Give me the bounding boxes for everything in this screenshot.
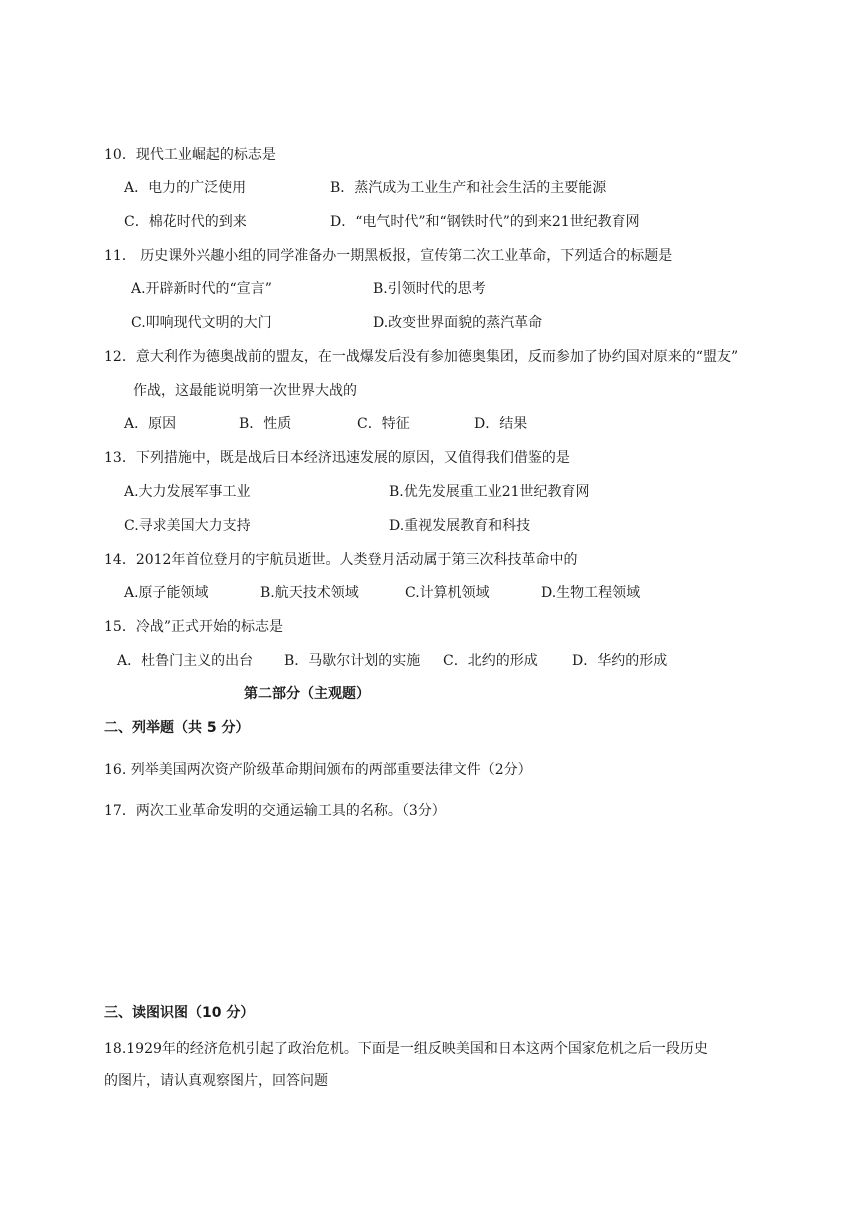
question-12-option-b: B．性质 bbox=[239, 416, 292, 432]
question-17: 17．两次工业革命发明的交通运输工具的名称。（3分） bbox=[104, 803, 446, 819]
question-15-option-b: B．马歇尔计划的实施 bbox=[284, 653, 421, 669]
question-12-stem: 12．意大利作为德奥战前的盟友，在一战爆发后没有参加德奥集团，反而参加了协约国对原来的“盟友” bbox=[104, 349, 739, 365]
question-13-stem: 13．下列措施中，既是战后日本经济迅速发展的原因，又值得我们借鉴的是 bbox=[104, 450, 570, 466]
question-12-option-d: D．结果 bbox=[474, 416, 528, 432]
question-10-option-d: D．“电气时代”和“钢铁时代”的到来21世纪教育网 bbox=[330, 214, 640, 230]
question-10-option-c: C．棉花时代的到来 bbox=[124, 214, 247, 230]
question-18-line1: 18.1929年的经济危机引起了政治危机。下面是一组反映美国和日本这两个国家危机之后一段历史 bbox=[104, 1041, 708, 1057]
question-12-stem-continued: 作战，这最能说明第一次世界大战的 bbox=[133, 383, 357, 399]
question-13-option-b: B.优先发展重工业21世纪教育网 bbox=[389, 484, 590, 500]
question-14-option-a: A.原子能领域 bbox=[124, 585, 209, 601]
question-18-line2: 的图片，请认真观察图片，回答问题 bbox=[104, 1073, 328, 1089]
section3-title: 三、读图识图（10 分） bbox=[104, 1005, 255, 1021]
question-14-option-c: C.计算机领域 bbox=[405, 585, 490, 601]
question-11-option-c: C.叩响现代文明的大门 bbox=[131, 315, 272, 331]
question-10-option-b: B．蒸汽成为工业生产和社会生活的主要能源 bbox=[330, 180, 607, 196]
question-13-option-c: C.寻求美国大力支持 bbox=[124, 518, 251, 534]
question-11-option-d: D.改变世界面貌的蒸汽革命 bbox=[373, 315, 543, 331]
question-16: 16. 列举美国两次资产阶级革命期间颁布的两部重要法律文件（2分） bbox=[104, 762, 532, 778]
question-12-option-a: A．原因 bbox=[124, 416, 177, 432]
question-11-option-a: A.开辟新时代的“宣言” bbox=[131, 281, 272, 297]
question-14-option-d: D.生物工程领域 bbox=[541, 585, 641, 601]
question-11-stem: 11． 历史课外兴趣小组的同学准备办一期黑板报，宣传第二次工业革命，下列适合的标题是 bbox=[104, 248, 673, 264]
question-15-option-d: D．华约的形成 bbox=[572, 653, 668, 669]
question-15-stem: 15．冷战”正式开始的标志是 bbox=[104, 619, 283, 635]
question-13-option-a: A.大力发展军事工业 bbox=[124, 484, 251, 500]
question-15-option-c: C．北约的形成 bbox=[443, 653, 538, 669]
question-12-option-c: C．特征 bbox=[357, 416, 410, 432]
question-10-stem: 10．现代工业崛起的标志是 bbox=[104, 147, 276, 163]
question-11-option-b: B.引领时代的思考 bbox=[373, 281, 486, 297]
question-10-option-a: A．电力的广泛使用 bbox=[124, 180, 247, 196]
question-15-option-a: A．杜鲁门主义的出台 bbox=[117, 653, 254, 669]
part2-title: 第二部分（主观题） bbox=[244, 686, 370, 702]
question-14-option-b: B.航天技术领域 bbox=[260, 585, 359, 601]
section2-title: 二、列举题（共 5 分） bbox=[104, 720, 250, 736]
question-14-stem: 14．2012年首位登月的宇航员逝世。人类登月活动属于第三次科技革命中的 bbox=[104, 552, 578, 568]
question-13-option-d: D.重视发展教育和科技 bbox=[389, 518, 531, 534]
